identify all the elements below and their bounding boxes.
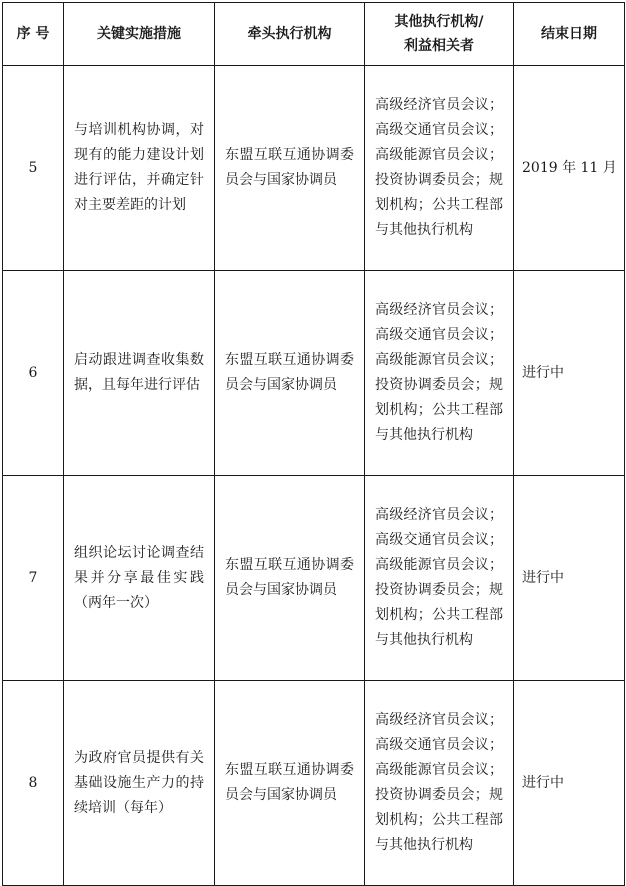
cell-lead: 东盟互联互通协调委员会与国家协调员 — [215, 66, 365, 271]
cell-measure: 与培训机构协调，对现有的能力建设计划进行评估，并确定针对主要差距的计划 — [64, 66, 215, 271]
table-row — [3, 476, 625, 681]
cell-lead: 东盟互联互通协调委员会与国家协调员 — [215, 476, 365, 681]
header-other — [365, 3, 514, 66]
cell-end-date: 进行中 — [514, 476, 625, 681]
implementation-table — [2, 2, 625, 886]
cell-lead: 东盟互联互通协调委员会与国家协调员 — [215, 681, 365, 886]
table-row — [3, 66, 625, 271]
cell-no: 7 — [3, 476, 64, 681]
cell-other: 高级经济官员会议；高级交通官员会议；高级能源官员会议；投资协调委员会；规划机构；公共工程部与其他执行机构 — [365, 476, 514, 681]
cell-measure: 为政府官员提供有关基础设施生产力的持续培训（每年） — [64, 681, 215, 886]
header-row — [3, 3, 625, 66]
cell-other: 高级经济官员会议；高级交通官员会议；高级能源官员会议；投资协调委员会；规划机构；公共工程部与其他执行机构 — [365, 66, 514, 271]
cell-other: 高级经济官员会议；高级交通官员会议；高级能源官员会议；投资协调委员会；规划机构；公共工程部与其他执行机构 — [365, 271, 514, 476]
header-other-line2: 利益相关者 — [404, 38, 474, 54]
cell-no: 5 — [3, 66, 64, 271]
cell-other: 高级经济官员会议；高级交通官员会议；高级能源官员会议；投资协调委员会；规划机构；公共工程部与其他执行机构 — [365, 681, 514, 886]
cell-end-date: 进行中 — [514, 271, 625, 476]
cell-lead: 东盟互联互通协调委员会与国家协调员 — [215, 271, 365, 476]
cell-end-date: 进行中 — [514, 681, 625, 886]
cell-no: 8 — [3, 681, 64, 886]
table-row — [3, 271, 625, 476]
cell-no: 6 — [3, 271, 64, 476]
header-lead: 牵头执行机构 — [215, 3, 365, 66]
header-no: 序 号 — [3, 3, 64, 66]
cell-end-date: 2019 年 11 月 — [514, 66, 625, 271]
cell-measure: 启动跟进调查收集数据，且每年进行评估 — [64, 271, 215, 476]
header-end-date: 结束日期 — [514, 3, 625, 66]
table-row — [3, 681, 625, 886]
header-measure: 关键实施措施 — [64, 3, 215, 66]
cell-measure: 组织论坛讨论调查结果并分享最佳实践（两年一次） — [64, 476, 215, 681]
header-other-line1: 其他执行机构/ — [394, 14, 484, 30]
